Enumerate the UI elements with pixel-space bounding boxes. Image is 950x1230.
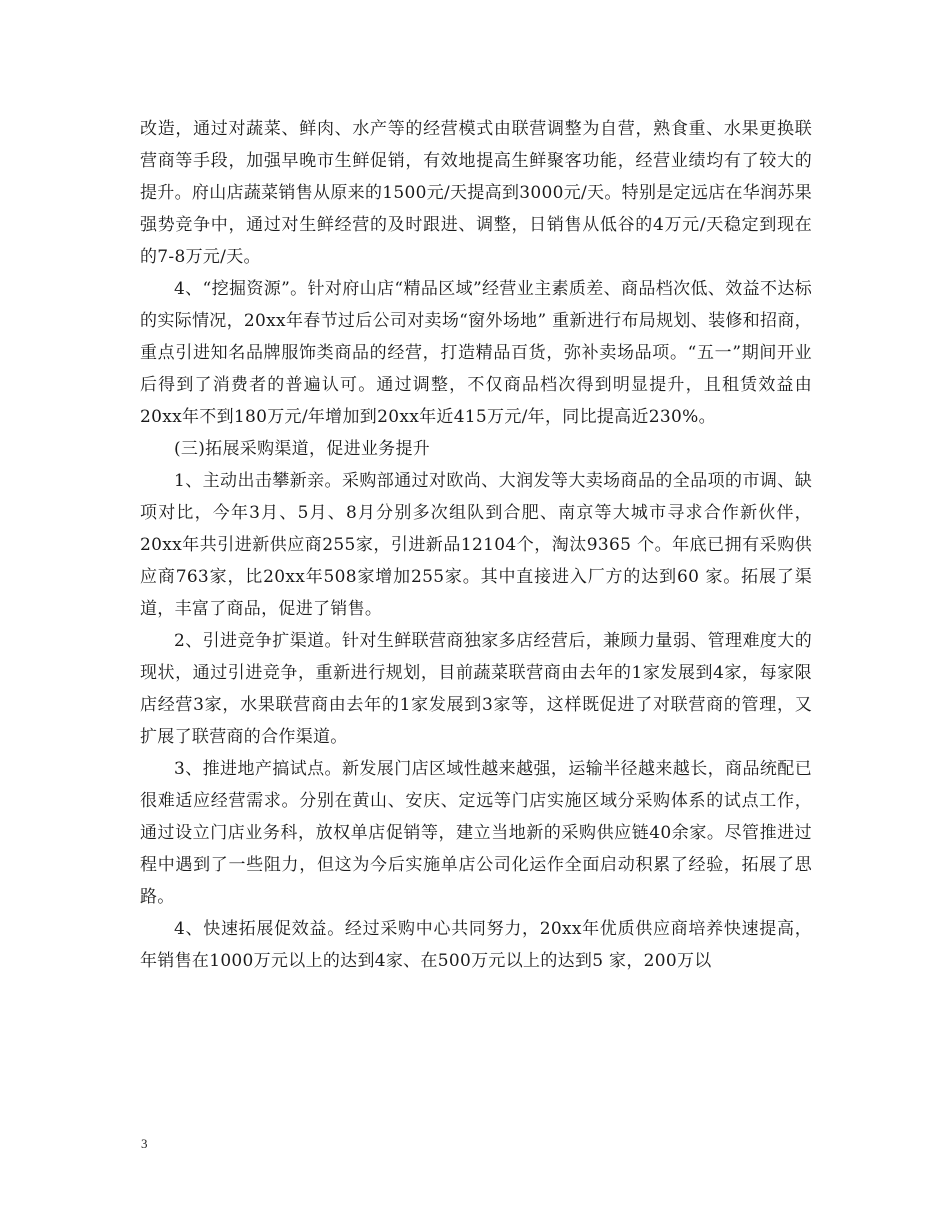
page-number: 3 xyxy=(141,1136,148,1151)
document-body xyxy=(140,113,812,977)
paragraph-local-pilot: 3、推进地产搞试点。新发展门店区域性越来越强，运输半径越来越长，商品统配已很难适应经营需求。分别在黄山、安庆、定远等门店实施区域分采购体系的试点工作，通过设立门店业务科，放权单店促销等，建立当地新的采购供应链40余家。尽管推进过程中遇到了一些阻力，但这为今后实施单店公司化运作全面启动积累了经验，拓展了思路。 xyxy=(140,759,812,907)
paragraph-continuation: 改造，通过对蔬菜、鲜肉、水产等的经营模式由联营调整为自营，熟食重、水果更换联营商等手段，加强早晚市生鲜促销，有效地提高生鲜聚客功能，经营业绩均有了较大的提升。府山店蔬菜销售从原来的1500元/天提高到3000元/天。特别是定远店在华润苏果强势竞争中，通过对生鲜经营的及时跟进、调整，日销售从低谷的4万元/天稳定到现在的7-8万元/天。 xyxy=(140,119,812,267)
paragraph-explore-resources: 4、“挖掘资源”。针对府山店“精品区域”经营业主素质差、商品档次低、效益不达标的实际情况，20xx年春节过后公司对卖场“窗外场地” 重新进行布局规划、装修和招商，重点引进知名品牌服饰类商品的经营，打造精品百货，弥补卖场品项。“五一”期间开业后得到了消费者的普遍认可。通过调整，不仅商品档次得到明显提升，且租赁效益由20xx年不到180万元/年增加到20xx年近415万元/年，同比提高近230%。 xyxy=(140,279,812,427)
paragraph-competition-channels: 2、引进竞争扩渠道。针对生鲜联营商独家多店经营后，兼顾力量弱、管理难度大的现状，通过引进竞争，重新进行规划，目前蔬菜联营商由去年的1家发展到4家，每家限店经营3家，水果联营商由去年的1家发展到3家等，这样既促进了对联营商的管理，又扩展了联营商的合作渠道。 xyxy=(140,631,812,747)
paragraph-efficiency: 4、快速拓展促效益。经过采购中心共同努力，20xx年优质供应商培养快速提高，年销售在1000万元以上的达到4家、在500万元以上的达到5 家，200万以 xyxy=(140,919,812,971)
section-heading-procurement: (三)拓展采购渠道，促进业务提升 xyxy=(174,439,431,459)
paragraph-new-partners: 1、主动出击攀新亲。采购部通过对欧尚、大润发等大卖场商品的全品项的市调、缺项对比，今年3月、5月、8月分别多次组队到合肥、南京等大城市寻求合作新伙伴，20xx年共引进新供应商255家，引进新品12104个，淘汰9365 个。年底已拥有采购供应商763家，比20xx年508家增加255家。其中直接进入厂方的达到60 家。拓展了渠道，丰富了商品，促进了销售。 xyxy=(140,471,812,619)
